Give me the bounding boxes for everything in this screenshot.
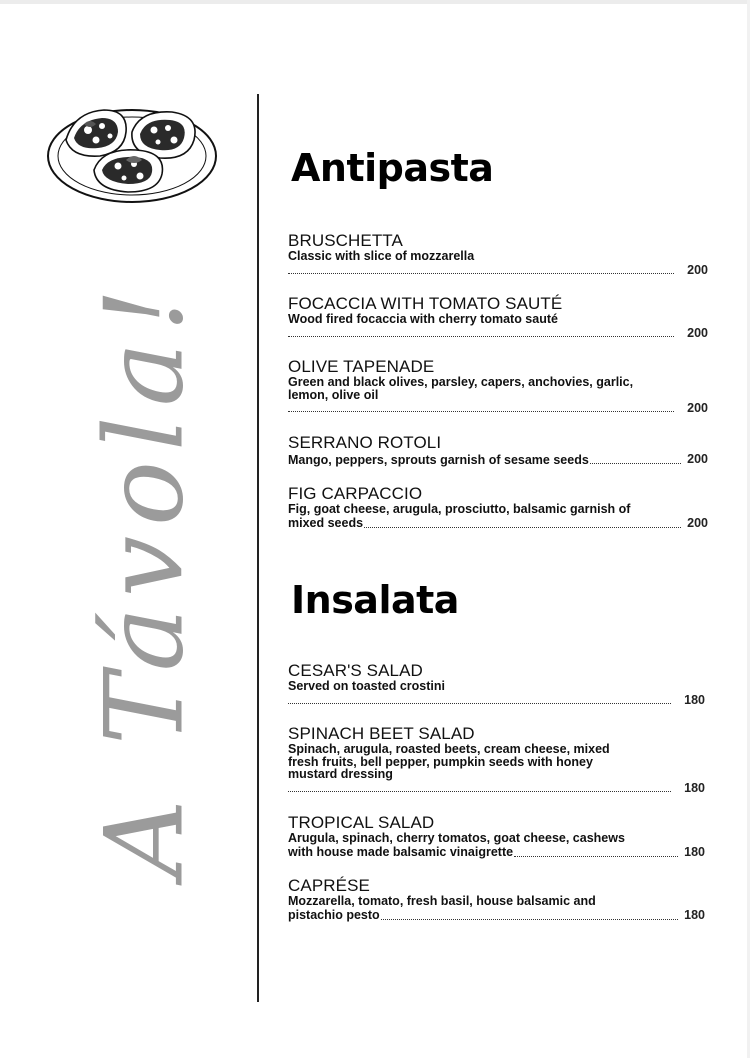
dot-leader: [288, 791, 671, 792]
item-price: 200: [687, 262, 708, 277]
dot-leader: [364, 527, 681, 528]
item-name: TROPICAL SALAD: [288, 813, 435, 832]
menu-item: [288, 358, 708, 415]
dot-leader: [288, 703, 671, 704]
menu-item: [288, 232, 708, 277]
item-description-text: with house made balsamic vinaigrette: [288, 845, 514, 859]
item-description-text: mixed seeds: [288, 516, 364, 530]
dot-leader: [381, 919, 678, 920]
script-title-text: A Távola!: [82, 278, 208, 878]
item-name: SERRANO ROTOLI: [288, 433, 442, 452]
item-name: BRUSCHETTA: [288, 231, 403, 250]
section-title-insalata: Insalata: [291, 578, 459, 622]
item-price: 200: [687, 325, 708, 340]
item-description: [288, 516, 708, 530]
bruschetta-plate-icon: [44, 100, 220, 204]
item-description: [288, 452, 708, 466]
item-description: fresh fruits, bell pepper, pumpkin seeds with honey: [288, 754, 593, 769]
item-description: Green and black olives, parsley, capers, anchovies, garlic,: [288, 375, 634, 389]
item-description: mustard dressing: [288, 767, 393, 781]
item-price: 180: [684, 907, 705, 922]
price-line: [288, 401, 708, 415]
item-name: FIG CARPACCIO: [288, 484, 423, 503]
menu-item: [288, 485, 708, 530]
price-line: [288, 326, 708, 340]
item-price: 180: [684, 780, 705, 795]
page-edge: [0, 0, 750, 4]
menu-item: [288, 434, 708, 466]
item-description: [288, 908, 705, 922]
item-price: 200: [687, 515, 708, 530]
item-description: Spinach, arugula, roasted beets, cream cheese, mixed: [288, 742, 610, 756]
item-name: SPINACH BEET SALAD: [288, 724, 475, 743]
price-line: [288, 263, 708, 277]
section-title-antipasta: Antipasta: [291, 146, 494, 190]
dot-leader: [514, 856, 678, 857]
item-price: 180: [684, 844, 705, 859]
item-description: Arugula, spinach, cherry tomatos, goat cheese, cashews: [288, 831, 625, 845]
dot-leader: [590, 463, 681, 464]
item-description: lemon, olive oil: [288, 387, 379, 402]
menu-item: [288, 295, 708, 340]
menu-item: [288, 725, 705, 795]
menu-item: [288, 662, 705, 707]
item-name: CESAR'S SALAD: [288, 661, 423, 680]
item-description: Wood fired focaccia with cherry tomato sauté: [288, 312, 558, 326]
item-price: 200: [687, 401, 708, 415]
item-price: 180: [684, 692, 705, 707]
item-description: [288, 845, 705, 859]
menu-item: [288, 814, 705, 859]
item-description: Mozzarella, tomato, fresh basil, house balsamic and: [288, 894, 596, 908]
dot-leader: [288, 411, 674, 412]
item-description: Fig, goat cheese, arugula, prosciutto, balsamic garnish of: [288, 502, 631, 516]
item-name: CAPRÉSE: [288, 876, 370, 895]
dot-leader: [288, 336, 674, 337]
item-name: FOCACCIA WITH TOMATO SAUTÉ: [288, 294, 563, 313]
vertical-divider: [257, 94, 259, 1002]
price-line: [288, 693, 705, 707]
item-description: Served on toasted crostini: [288, 679, 445, 693]
menu-item: [288, 877, 705, 922]
dot-leader: [288, 273, 674, 274]
item-description-text: pistachio pesto: [288, 908, 380, 922]
price-line: [288, 781, 705, 795]
item-name: OLIVE TAPENADE: [288, 357, 435, 376]
item-price: 200: [687, 452, 708, 466]
item-description-text: Mango, peppers, sprouts garnish of sesame seeds: [288, 452, 589, 467]
item-description: Classic with slice of mozzarella: [288, 249, 475, 263]
